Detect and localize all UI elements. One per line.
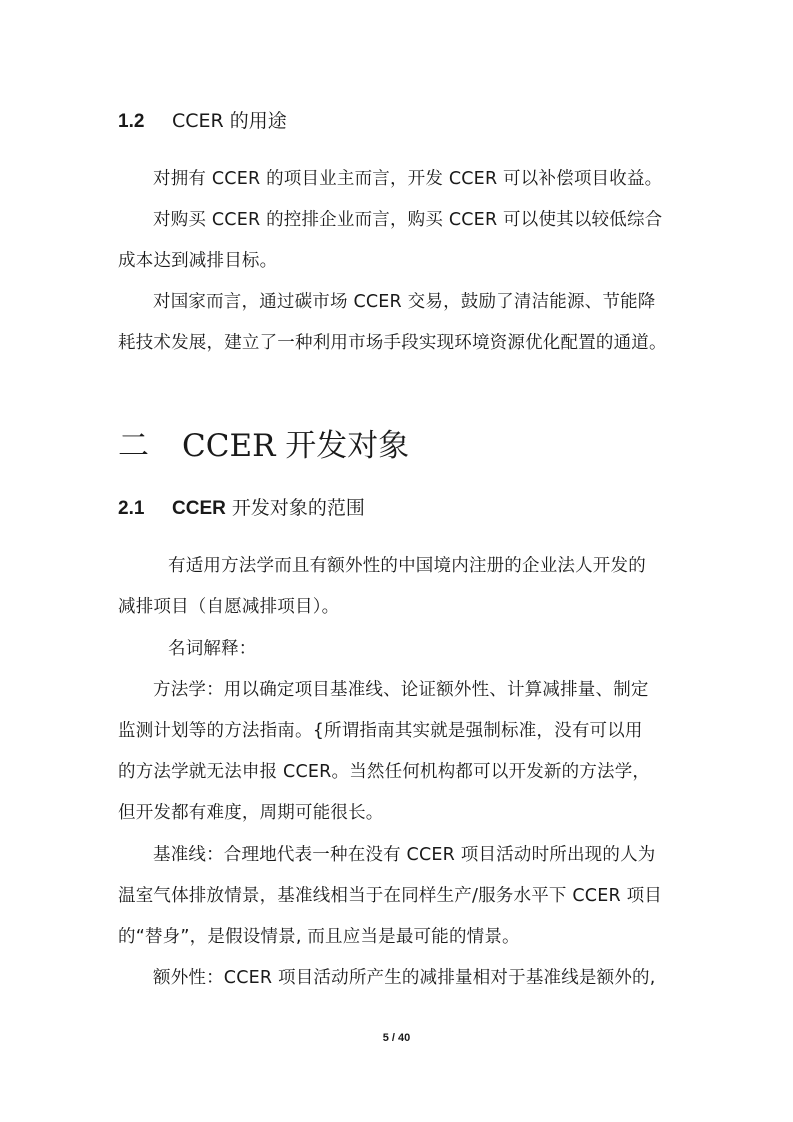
paragraph-line: 对拥有 CCER 的项目业主而言，开发 CCER 可以补偿项目收益。 <box>153 169 663 189</box>
paragraph-line: 的方法学就无法申报 CCER。当然任何机构都可以开发新的方法学， <box>118 762 651 782</box>
paragraph-line: 名词解释： <box>168 639 257 659</box>
section-number: 2.1 <box>118 498 145 519</box>
chapter-2-heading <box>118 426 409 466</box>
paragraph-line: 耗技术发展，建立了一种利用市场手段实现环境资源优化配置的通道。 <box>118 333 667 353</box>
section-number: 1.2 <box>118 111 145 132</box>
paragraph-line: 对国家而言，通过碳市场 CCER 交易，鼓励了清洁能源、节能降 <box>153 292 656 312</box>
page-number: 5 / 40 <box>382 1032 411 1044</box>
paragraph-line: 但开发都有难度，周期可能很长。 <box>118 803 384 823</box>
section-title: 开发对象的范围 <box>225 497 365 519</box>
section-acronym: CCER <box>172 498 226 519</box>
paragraph-line: 有适用方法学而且有额外性的中国境内注册的企业法人开发的 <box>168 556 646 576</box>
paragraph-line: 成本达到减排目标。 <box>118 251 278 271</box>
section-2-1-heading <box>118 495 365 522</box>
paragraph-line: 额外性：CCER 项目活动所产生的减排量相对于基准线是额外的, <box>153 968 656 988</box>
paragraph-line: 的“替身”，是假设情景, 而且应当是最可能的情景。 <box>118 927 520 947</box>
chapter-title: CCER 开发对象 <box>182 428 410 464</box>
section-title: CCER 的用途 <box>172 110 287 132</box>
paragraph-line: 监测计划等的方法指南。{所谓指南其实就是强制标准，没有可以用 <box>118 721 643 741</box>
paragraph-line: 减排项目（自愿减排项目）。 <box>118 597 340 617</box>
section-1-2-heading <box>118 108 287 135</box>
paragraph-line: 温室气体排放情景，基准线相当于在同样生产/服务水平下 CCER 项目 <box>118 886 662 906</box>
paragraph-line: 基准线：合理地代表一种在没有 CCER 项目活动时所出现的人为 <box>153 845 656 865</box>
chapter-number: 二 <box>118 428 149 464</box>
paragraph-line: 方法学：用以确定项目基准线、论证额外性、计算减排量、制定 <box>153 680 649 700</box>
paragraph-line: 对购买 CCER 的控排企业而言，购买 CCER 可以使其以较低综合 <box>153 210 663 230</box>
